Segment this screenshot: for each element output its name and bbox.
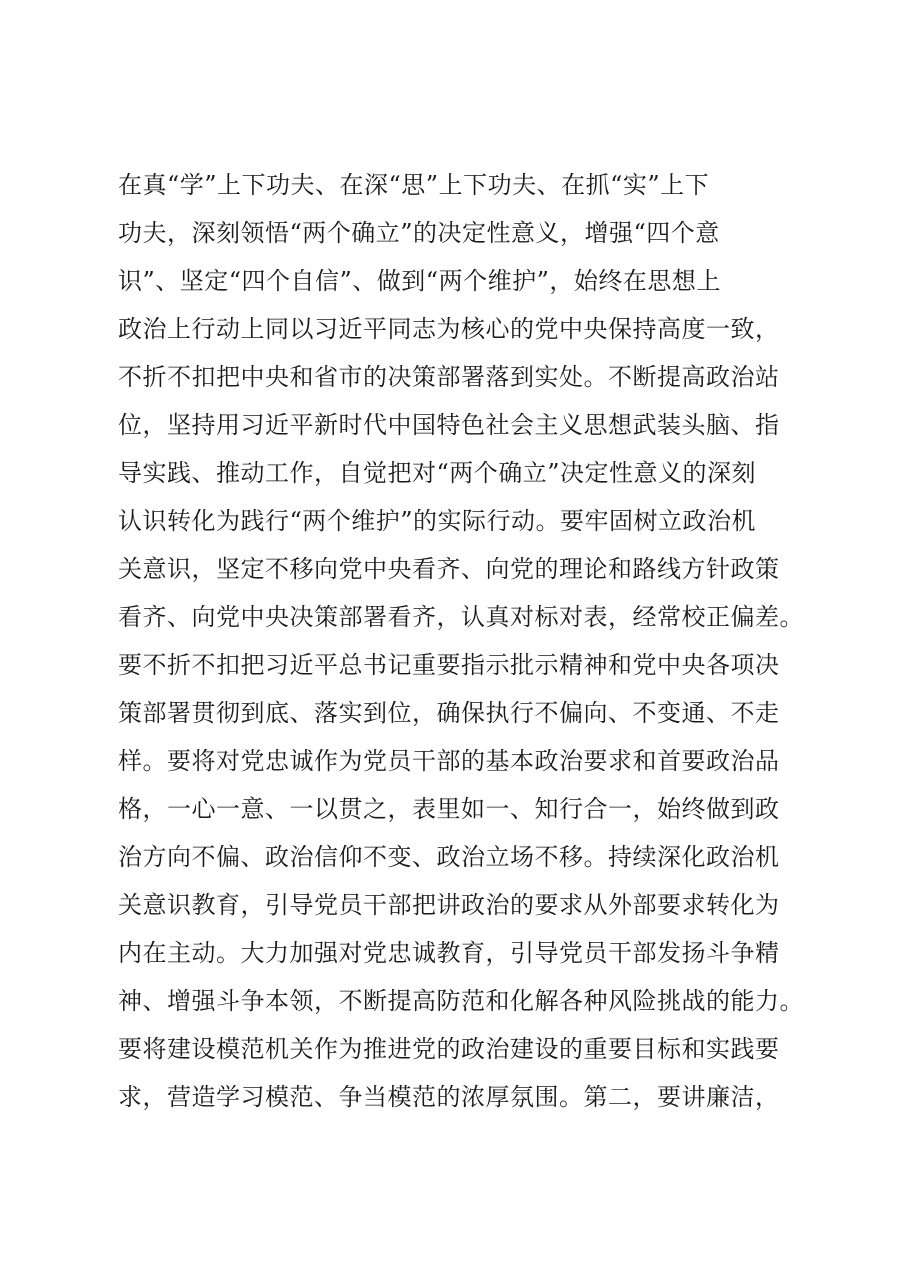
text-line: 策部署贯彻到底、落实到位，确保执行不偏向、不变通、不走	[118, 699, 780, 727]
text-line: 内在主动。大力加强对党忠诚教育，引导党员干部发扬斗争精	[118, 939, 780, 967]
text-line: 政治上行动上同以习近平同志为核心的党中央保持高度一致，	[118, 315, 780, 343]
text-line: 求，营造学习模范、争当模范的浓厚氛围。第二，要讲廉洁，	[118, 1083, 780, 1111]
text-line: 功夫，深刻领悟“两个确立”的决定性意义，增强“四个意	[118, 219, 720, 247]
text-line: 不折不扣把中央和省市的决策部署落到实处。不断提高政治站	[118, 363, 780, 391]
text-line: 要将建设模范机关作为推进党的政治建设的重要目标和实践要	[118, 1035, 780, 1063]
text-line: 要不折不扣把习近平总书记重要指示批示精神和党中央各项决	[118, 651, 780, 679]
text-line: 关意识教育，引导党员干部把讲政治的要求从外部要求转化为	[118, 891, 780, 919]
text-line: 看齐、向党中央决策部署看齐，认真对标对表，经常校正偏差。	[118, 603, 804, 631]
text-line: 识”、坚定“四个自信”、做到“两个维护”，始终在思想上	[118, 267, 721, 295]
body-paragraph	[118, 161, 808, 1121]
text-line: 关意识，坚定不移向党中央看齐、向党的理论和路线方针政策	[118, 555, 780, 583]
text-line: 治方向不偏、政治信仰不变、政治立场不移。持续深化政治机	[118, 843, 780, 871]
text-line: 格，一心一意、一以贯之，表里如一、知行合一，始终做到政	[118, 795, 780, 823]
text-line: 认识转化为践行“两个维护”的实际行动。要牢固树立政治机	[118, 507, 757, 535]
text-line: 位，坚持用习近平新时代中国特色社会主义思想武装头脑、指	[118, 411, 780, 439]
text-line: 样。要将对党忠诚作为党员干部的基本政治要求和首要政治品	[118, 747, 780, 775]
text-line: 神、增强斗争本领，不断提高防范和化解各种风险挑战的能力。	[118, 987, 804, 1015]
text-line: 在真“学”上下功夫、在深“思”上下功夫、在抓“实”上下	[118, 171, 710, 199]
text-line: 导实践、推动工作，自觉把对“两个确立”决定性意义的深刻	[118, 459, 757, 487]
